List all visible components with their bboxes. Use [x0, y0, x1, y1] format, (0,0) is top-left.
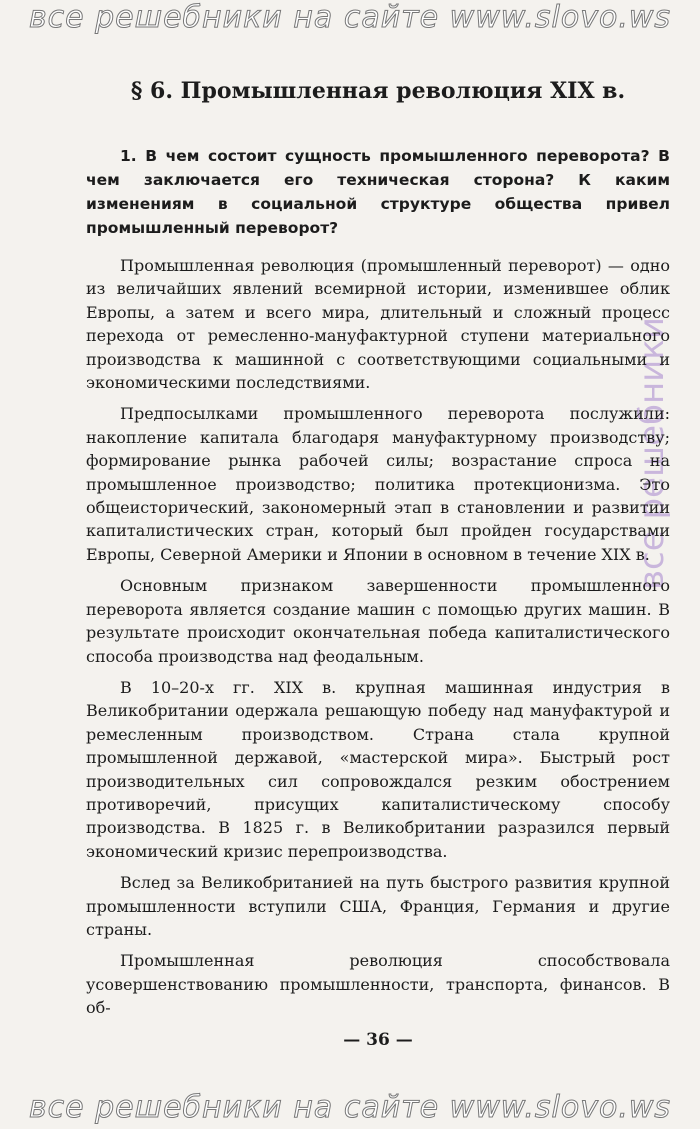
paragraph-5: Вслед за Великобританией на путь быстрого развития крупной промышленности вступили США, Франция, Германия и другие страны. — [86, 873, 670, 939]
paragraph-2: Предпосылками промышленного переворота послужили: накопление капитала благодаря мануфактурному производству; формирование рынка рабочей силы; возрастание спроса на промышленное производство; политика протекционизма. Это общеисторический, закономерный этап в становлении и развитии капиталистических стран, который был пройден государствами Европы, Северной Америки и Японии в основном в течение XIX в. — [86, 404, 670, 564]
watermark-side: все решебники — [632, 317, 672, 590]
watermark-banner-bottom: все решебники на сайте www.slovo.ws — [28, 1090, 672, 1125]
page-number: — 36 — — [343, 1029, 413, 1050]
watermark-banner-top: все решебники на сайте www.slovo.ws — [28, 0, 672, 35]
section-title: § 6. Промышленная революция XIX в. — [130, 78, 626, 104]
page-content — [86, 64, 670, 1050]
paragraph-1: Промышленная революция (промышленный переворот) — одно из величайших явлений всемирной истории, изменившее облик Европы, а затем и всего мира, длительный и сложный процесс перехода от ремесленно-мануфактурной ступени материального производства к машинной с соответствующими социальными и экономическими последствиями. — [86, 256, 670, 393]
paragraph-3: Основным признаком завершенности промышленного переворота является создание машин с помощью других машин. В результате происходит окончательная победа капиталистического способа производства над феодальным. — [86, 576, 670, 666]
paragraph-4: В 10–20-х гг. XIX в. крупная машинная индустрия в Великобритании одержала решающую победу над мануфактурой и ремесленным производством. Страна стала крупной промышленной державой, «мастерской мира». Быстрый рост производительных сил сопровождался резким обострением противоречий, присущих капиталистическому способу производства. В 1825 г. в Великобритании разразился первый экономический кризис перепроизводства. — [86, 677, 670, 861]
question-text: 1. В чем состоит сущность промышленного переворота? В чем заключается его техническая сторона? К каким изменениям в социальной структуре общества привел промышленный переворот? — [86, 147, 670, 237]
paragraph-6: Промышленная революция способствовала усовершенствованию промышленности, транспорта, финансов. В об- — [86, 951, 670, 1018]
